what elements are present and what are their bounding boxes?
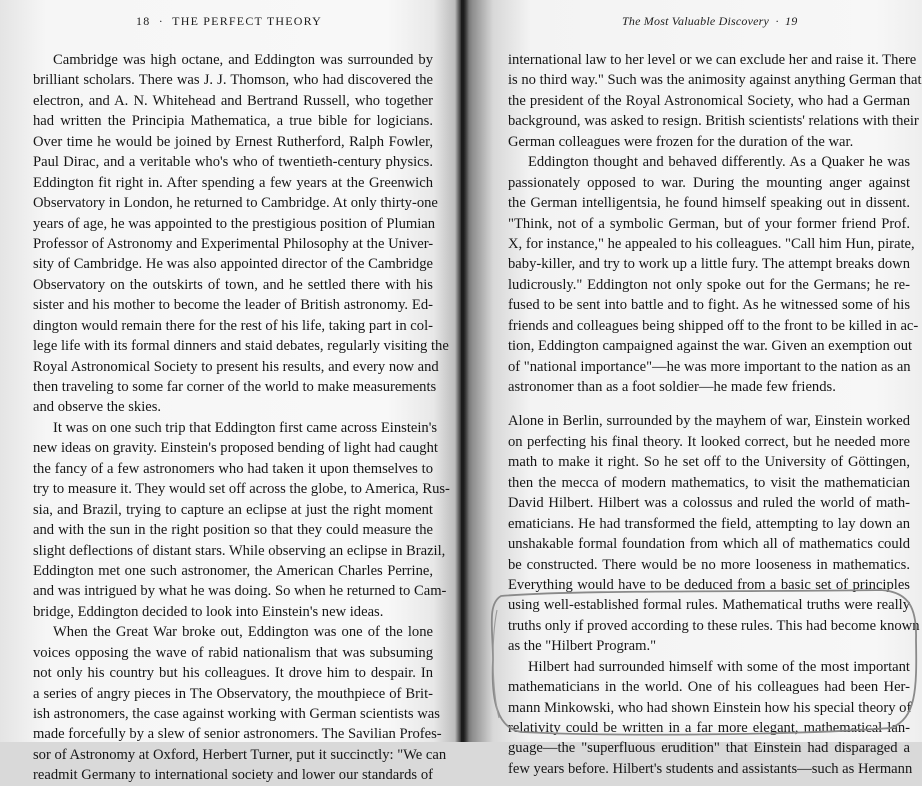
text-line: ish astronomers, the case against working with German scientists was (33, 706, 440, 722)
right-page (461, 0, 922, 777)
text-line: Eddington met one such astronomer, the American Charles Perrine, (33, 562, 433, 579)
text-line: of "national importance"—he was more important to the nation as an (508, 358, 911, 375)
text-line: and was intrigued by what he was doing. So when he returned to Cam- (33, 583, 447, 600)
text-line: baby-killer, and try to work up a little fury. The attempt breaks down (508, 256, 910, 273)
text-line: astronomer than as a foot soldier—he made few friends. (508, 379, 836, 395)
text-line: passionately opposed to war. During the mounting anger against (508, 174, 910, 191)
text-line: international law to her level or we can exclude her and raise it. There (508, 52, 917, 68)
text-line: and with the sun in the right position so that they could measure the (33, 522, 433, 539)
section-break (508, 397, 910, 411)
text-line: guage—the "superfluous erudition" that Einstein had disparaged a (508, 740, 910, 757)
text-line: X, for instance," he appealed to his colleagues. "Call him Hun, pirate, (508, 235, 915, 252)
text-line: Eddington thought and behaved differently. As a Quaker he was (528, 154, 910, 171)
left-page-text (33, 50, 450, 786)
left-page (0, 0, 461, 784)
text-line: the German intelligentsia, he found himself speaking out in dissent. (508, 195, 910, 212)
text-line: on perfecting his final theory. It looked correct, but he needed more (508, 433, 910, 450)
text-line: years of age, he was appointed to the prestigious position of Plumian (33, 215, 436, 232)
text-line: is no third way." Such was the animosity against anything German that (508, 72, 922, 89)
text-line: had written the Principia Mathematica, a true bible for logicians. (33, 113, 433, 130)
text-line: relativity could be written in a far more elegant, mathematical lan- (508, 720, 910, 736)
text-line: truths only if proved according to these rules. This had become known (508, 617, 920, 634)
text-line: made forcefully by a slew of senior astronomers. The Savilian Profes- (33, 726, 442, 743)
text-line: sia, and Brazil, trying to capture an eclipse at just the right moment (33, 501, 433, 518)
text-line: tion, Eddington campaigned against the war. Given an exemption out (508, 338, 913, 355)
text-line: Professor of Astronomy and Experimental Philosophy at the Univer- (33, 235, 434, 252)
text-line: sister and his mother to become the leader of British astronomy. Ed- (33, 297, 433, 314)
right-page-text (508, 50, 922, 779)
text-line: Alone in Berlin, surrounded by the mayhem of war, Einstein worked (508, 413, 910, 430)
text-line: friends and colleagues being shipped off to the front to be killed in ac- (508, 317, 919, 334)
text-line: Paul Dirac, and a veritable who's who of twentieth-century physics. (33, 154, 433, 171)
text-line: slight deflections of distant stars. While observing an eclipse in Brazil, (33, 542, 446, 559)
text-line: ematicians. He had transformed the field, attempting to lay down an (508, 515, 910, 532)
right-running-head: The Most Valuable Discovery · 19 (622, 14, 798, 28)
text-line: voices opposing the wave of rabid nationalism that was subsuming (33, 644, 433, 661)
text-line: brilliant scholars. There was J. J. Thomson, who had discovered the (33, 72, 433, 89)
text-line: new ideas on gravity. Einstein's proposed bending of light had caught (33, 440, 438, 457)
text-line: few years before. Hilbert's students and assistants—such as Hermann (508, 760, 913, 777)
text-line: ludicrously." Eddington not only spoke out for the Germans; he re- (508, 276, 910, 293)
text-line: then the mecca of modern mathematics, to visit the mathematician (508, 474, 910, 491)
text-line: Over time he would be joined by Ernest Rutherford, Ralph Fowler, (33, 133, 433, 150)
text-line: "Think, not of a symbolic German, but of your former friend Prof. (508, 215, 910, 232)
text-line: electron, and A. N. Whitehead and Bertrand Russell, who together (33, 92, 433, 109)
text-line: math to make it right. So he set off to the University of Göttingen, (508, 454, 910, 471)
book-gutter (455, 0, 469, 742)
text-line: dington would remain there for the rest of his life, taking part in col- (33, 317, 433, 334)
text-line: Royal Astronomical Society to present his results, and every now and (33, 358, 439, 375)
text-line: sity of Cambridge. He was also appointed director of the Cambridge (33, 256, 433, 273)
text-line: background, was asked to resign. British scientists' relations with their (508, 113, 919, 130)
text-line: as the "Hilbert Program." (508, 638, 657, 655)
text-line: sor of Astronomy at Oxford, Herbert Turner, put it succinctly: "We can (33, 746, 447, 763)
text-line: Everything would have to be deduced from a basic set of principles (508, 576, 910, 593)
text-line: the president of the Royal Astronomical Society, who had a German (508, 92, 910, 109)
text-line: Observatory in London, he returned to Cambridge. At only thirty-one (33, 195, 438, 212)
text-line: David Hilbert. Hilbert was a colossus and ruled the world of math- (508, 495, 910, 512)
text-line: German colleagues were frozen for the duration of the war. (508, 133, 854, 150)
text-line: the fancy of a few astronomers who had taken it upon themselves to (33, 460, 433, 477)
text-line: Eddington fit right in. After spending a few years at the Greenwich (33, 174, 433, 191)
text-line: Hilbert had surrounded himself with some of the most important (528, 658, 910, 675)
text-line: lege life with its formal dinners and staid debates, regularly visiting the (33, 338, 449, 355)
text-line: and observe the skies. (33, 399, 162, 416)
text-line: It was on one such trip that Eddington first came across Einstein's (53, 419, 438, 436)
text-line: not only his country but his colleagues. It drove him to despair. In (33, 665, 433, 682)
text-line: try to measure it. They would set off across the globe, to America, Rus- (33, 481, 450, 498)
text-line: When the Great War broke out, Eddington was one of the lone (53, 624, 433, 641)
text-line: bridge, Eddington decided to look into Einstein's new ideas. (33, 603, 384, 620)
text-line: Cambridge was high octane, and Eddington was surrounded by (53, 52, 433, 68)
text-line: fused to be sent into battle and to fight. As he witnessed some of his (508, 297, 910, 314)
left-running-head: 18 · THE PERFECT THEORY (136, 14, 323, 28)
text-line: then traveling to some far corner of the world to make measurements (33, 379, 437, 395)
text-line: be constructed. There would be no more looseness in mathematics. (508, 556, 910, 573)
text-line: using well-established formal rules. Mathematical truths were really (508, 597, 910, 614)
text-line: mann Minkowski, who had shown Einstein how his special theory of (508, 699, 912, 716)
text-line: unshakable formal foundation from which all of mathematics could (508, 536, 910, 553)
text-line: readmit Germany to international society and lower our standards of (33, 767, 433, 784)
text-line: Observatory on the outskirts of town, and he settled there with his (33, 276, 433, 293)
text-line: a series of angry pieces in The Observatory, the mouthpiece of Brit- (33, 685, 433, 702)
text-line: mathematicians in the world. One of his colleagues had been Her- (508, 679, 910, 696)
